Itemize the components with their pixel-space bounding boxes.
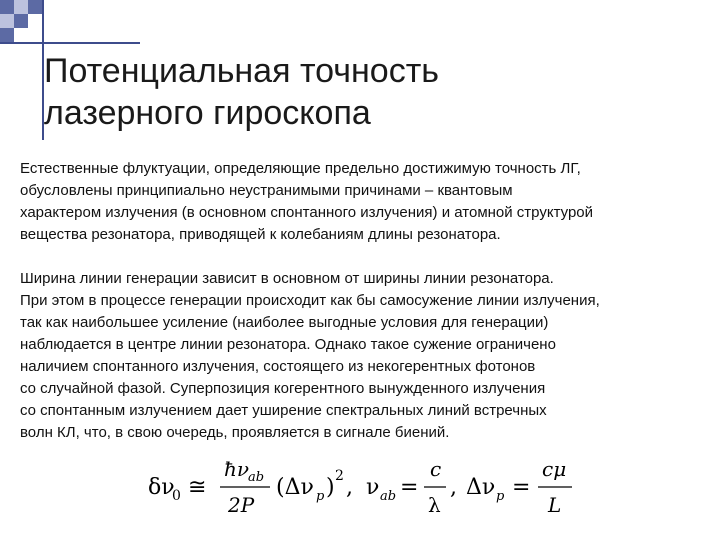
decor-square xyxy=(0,0,14,14)
formula-frac3-denominator: L xyxy=(548,493,562,517)
formula-frac1-numerator: ħν xyxy=(224,457,250,481)
formula-comma: , xyxy=(450,475,457,500)
formula-lhs-subscript: 0 xyxy=(172,488,181,504)
formula-frac1-numerator-subscript: ab xyxy=(248,470,265,485)
decor-horizontal-line xyxy=(0,42,140,44)
formula-nu: ν xyxy=(366,475,380,500)
decor-square xyxy=(0,28,14,42)
formula-lhs: δν xyxy=(148,475,175,500)
formula-delta-nu-subscript: p xyxy=(496,489,505,504)
decor-square xyxy=(14,0,28,14)
formula-approx-sign: ≅ xyxy=(188,475,207,500)
slide-title xyxy=(44,50,684,134)
paragraph-linewidth xyxy=(20,268,720,444)
formula-factor-subscript: p xyxy=(316,489,325,504)
paragraph-line: вещества резонатора, приводящей к колебаниям длины резонатора. xyxy=(20,226,501,243)
paragraph-line: так как наибольшее усиление (наиболее выгодные условия для генерации) xyxy=(20,314,549,331)
formula-equals: = xyxy=(512,475,531,500)
paragraph-line: наблюдается в центре линии резонатора. Однако такое сужение ограничено xyxy=(20,336,556,353)
formula-frac3-numerator: cμ xyxy=(542,457,567,481)
formula-delta-nu: Δν xyxy=(466,475,496,500)
formula-frac2-numerator: c xyxy=(430,457,442,481)
paragraph-line: Естественные флуктуации, определяющие предельно достижимую точность ЛГ, xyxy=(20,160,581,177)
formula-factor-close: ) xyxy=(326,475,335,500)
paragraph-line: наличием спонтанного излучения, состоящего из некогерентных фотонов xyxy=(20,358,536,375)
paragraph-line: волн КЛ, что, в свою очередь, проявляется в сигнале биений. xyxy=(20,424,450,441)
paragraph-line: обусловлены принципиально неустранимыми причинами – квантовым xyxy=(20,182,513,199)
linewidth-formula xyxy=(140,452,600,522)
decor-square xyxy=(28,0,42,14)
title-line: лазерного гироскопа xyxy=(44,94,371,132)
formula-factor-exponent: 2 xyxy=(335,468,344,484)
formula-comma: , xyxy=(346,475,353,500)
paragraph-line: характером излучения (в основном спонтанного излучения) и атомной структурой xyxy=(20,204,594,221)
paragraph-line: со случайной фазой. Суперпозиция когерентного вынужденного излучения xyxy=(20,380,546,397)
paragraph-line: При этом в процессе генерации происходит как бы самосужение линии излучения, xyxy=(20,292,600,309)
formula-frac2-denominator: λ xyxy=(428,493,441,517)
decor-square xyxy=(0,14,14,28)
title-line: Потенциальная точность xyxy=(44,52,439,90)
paragraph-natural-fluctuations xyxy=(20,158,720,246)
formula-factor: (Δν xyxy=(276,475,314,500)
decor-square xyxy=(14,14,28,28)
paragraph-line: со спонтанным излучением дает уширение спектральных линий встречных xyxy=(20,402,547,419)
paragraph-line: Ширина линии генерации зависит в основном от ширины линии резонатора. xyxy=(20,270,554,287)
formula-nu-subscript: ab xyxy=(380,489,397,504)
formula-equals: = xyxy=(400,475,419,500)
formula-frac1-denominator: 2P xyxy=(228,493,255,517)
